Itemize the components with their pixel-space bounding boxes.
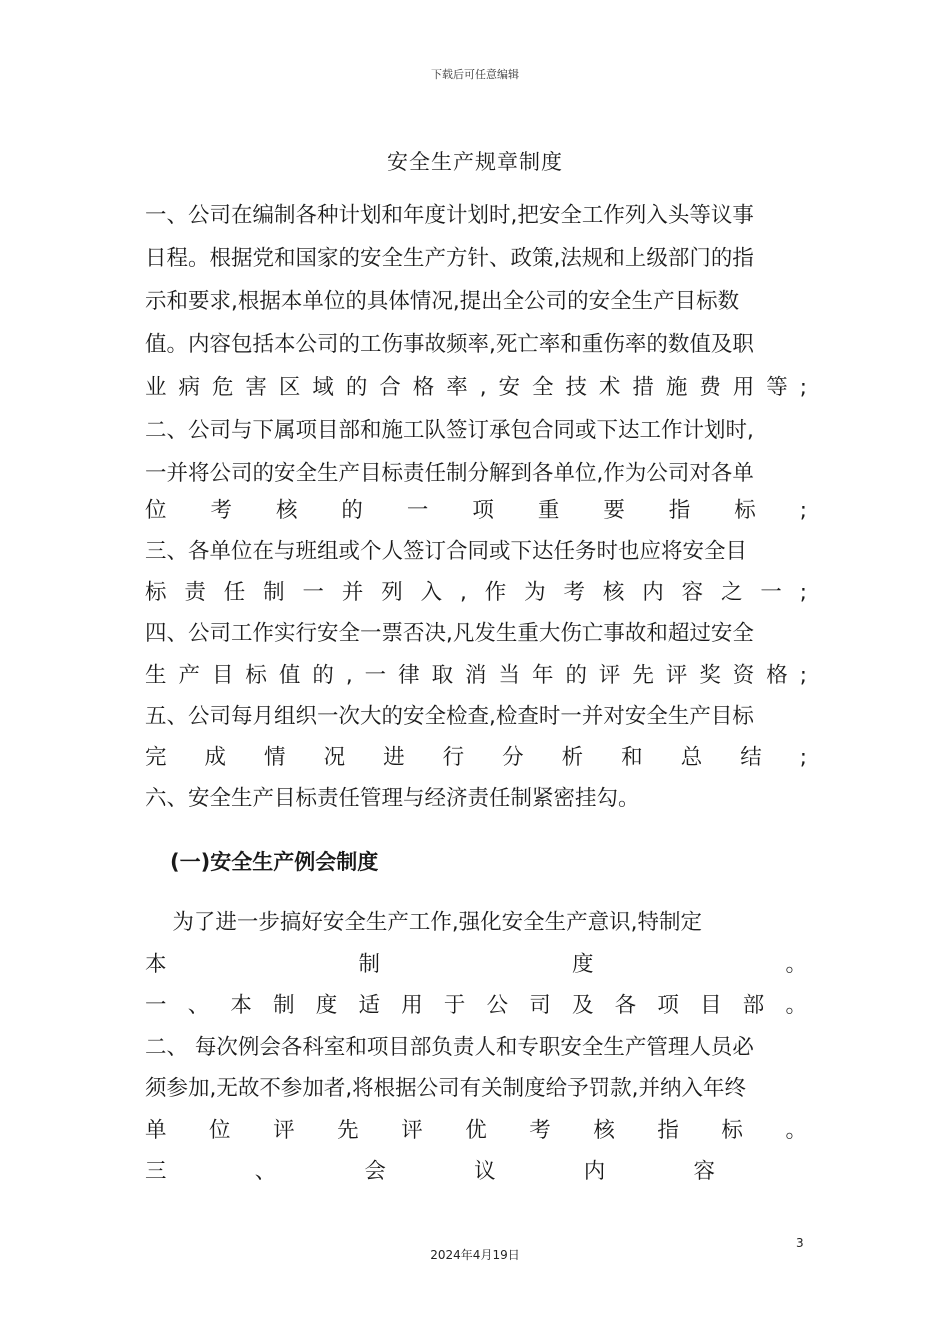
header-note: 下载后可任意编辑 (431, 68, 519, 81)
footer-date: 2024年4月19日 (430, 1248, 520, 1262)
body-line: 二、公司与下属项目部和施工队签订承包合同或下达工作计划时, (145, 418, 754, 443)
section-line: 为了进一步搞好安全生产工作,强化安全生产意识,特制定 (145, 910, 703, 935)
section-line: 三、会议内容 (145, 1159, 715, 1184)
body-line: 一、公司在编制各种计划和年度计划时,把安全工作列入头等议事 (145, 203, 754, 228)
body-line: 示和要求,根据本单位的具体情况,提出全公司的安全生产目标数 (145, 289, 740, 314)
body-line: 业病危害区域的合格率,安全技术措施费用等; (145, 375, 807, 400)
body-line: 一并将公司的安全生产目标责任制分解到各单位,作为公司对各单 (145, 461, 754, 486)
section-line: 单位评先评优考核指标。 (145, 1118, 807, 1143)
body-line: 四、公司工作实行安全一票否决,凡发生重大伤亡事故和超过安全 (145, 621, 754, 646)
body-line: 三、各单位在与班组或个人签订合同或下达任务时也应将安全目 (145, 539, 748, 564)
section-line: 一、本制度适用于公司及各项目部。 (145, 993, 807, 1018)
body-line: 生产目标值的,一律取消当年的评先评奖资格; (145, 663, 807, 688)
body-line: 日程。根据党和国家的安全生产方针、政策,法规和上级部门的指 (145, 246, 754, 271)
body-line: 位考核的一项重要指标; (145, 498, 807, 523)
body-line: 六、安全生产目标责任管理与经济责任制紧密挂勾。 (145, 786, 640, 811)
section-line: 二、 每次例会各科室和项目部负责人和专职安全生产管理人员必 (145, 1035, 754, 1060)
body-line: 完成情况进行分析和总结; (145, 745, 807, 770)
section-heading: (一)安全生产例会制度 (170, 850, 379, 874)
page-number: 3 (796, 1236, 804, 1250)
body-line: 标责任制一并列入,作为考核内容之一; (145, 580, 807, 605)
section-line: 本制度。 (145, 952, 807, 977)
body-line: 五、公司每月组织一次大的安全检查,检查时一并对安全生产目标 (145, 704, 754, 729)
section-line: 须参加,无故不参加者,将根据公司有关制度给予罚款,并纳入年终 (145, 1076, 747, 1101)
body-line: 值。内容包括本公司的工伤事故频率,死亡率和重伤率的数值及职 (145, 332, 754, 357)
document-title: 安全生产规章制度 (387, 150, 563, 174)
